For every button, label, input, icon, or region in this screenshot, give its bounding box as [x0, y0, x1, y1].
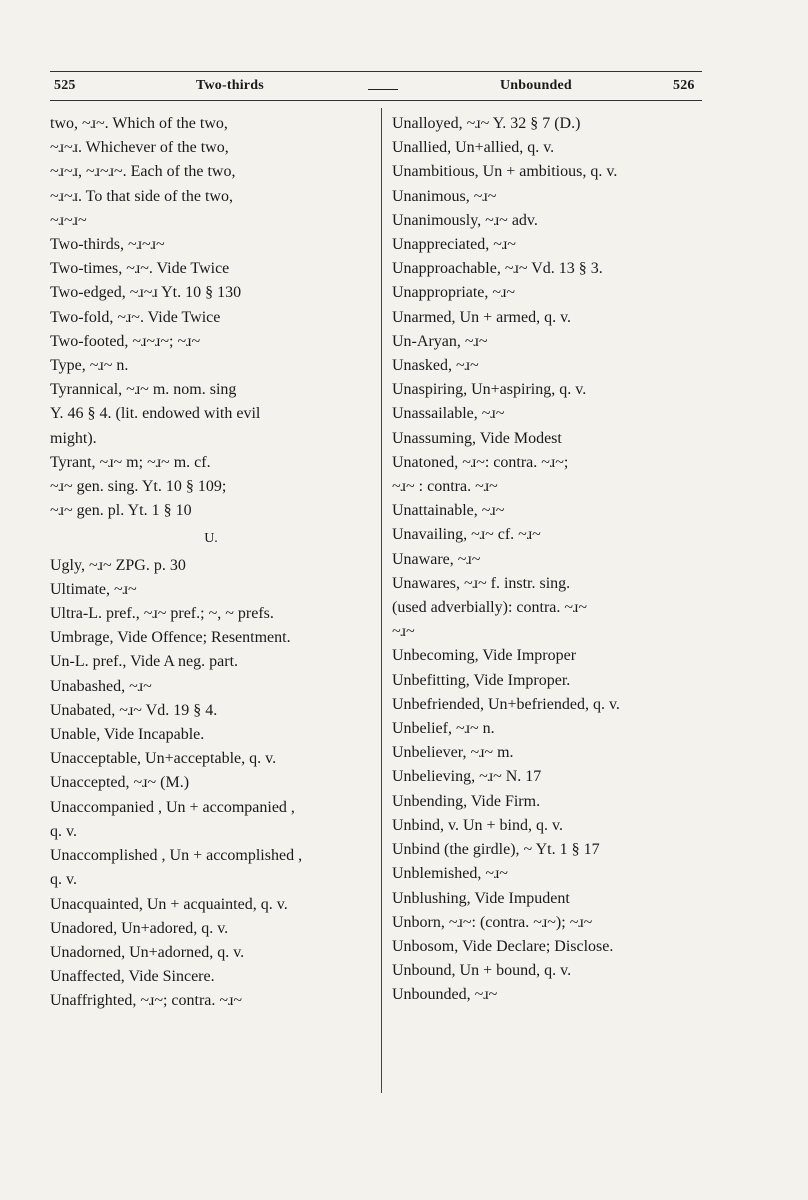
dictionary-line: ~ɹ~ — [392, 623, 415, 641]
dictionary-line: Unanimously, ~ɹ~ adv. — [392, 211, 538, 229]
dictionary-line: Unbind (the girdle), ~ Yt. 1 § 17 — [392, 841, 600, 859]
header-top-rule — [50, 71, 702, 72]
dictionary-line: Unaccepted, ~ɹ~ (M.) — [50, 774, 190, 792]
dictionary-line: Unbound, Un + bound, q. v. — [392, 962, 572, 980]
dictionary-line: Two-fold, ~ɹ~. Vide Twice — [50, 308, 221, 326]
dictionary-line: Unbefriended, Un+befriended, q. v. — [392, 695, 620, 713]
dictionary-line: Unable, Vide Incapable. — [50, 726, 205, 744]
dictionary-line: Unasked, ~ɹ~ — [392, 357, 479, 375]
dictionary-line: Unbelief, ~ɹ~ n. — [392, 720, 495, 738]
dictionary-line: Unabashed, ~ɹ~ — [50, 677, 152, 695]
dictionary-line: Unacceptable, Un+acceptable, q. v. — [50, 750, 277, 768]
dictionary-line: Unappreciated, ~ɹ~ — [392, 236, 516, 254]
dictionary-line: Unassailable, ~ɹ~ — [392, 405, 505, 423]
dictionary-line: Unabated, ~ɹ~ Vd. 19 § 4. — [50, 701, 218, 719]
right-column — [392, 112, 702, 1008]
dictionary-line: Unapproachable, ~ɹ~ Vd. 13 § 3. — [392, 260, 603, 278]
dictionary-line: Unattainable, ~ɹ~ — [392, 502, 505, 520]
dictionary-line: Tyrannical, ~ɹ~ m. nom. sing — [50, 381, 237, 399]
dictionary-line: Unassuming, Vide Modest — [392, 429, 562, 447]
dictionary-line: Unbefitting, Vide Improper. — [392, 671, 571, 689]
dictionary-line: Unbeliever, ~ɹ~ m. — [392, 744, 514, 762]
dictionary-line: Un-Aryan, ~ɹ~ — [392, 332, 488, 350]
dictionary-line: Unbosom, Vide Declare; Disclose. — [392, 937, 614, 955]
dictionary-line: Type, ~ɹ~ n. — [50, 357, 129, 375]
dictionary-line: Two-times, ~ɹ~. Vide Twice — [50, 260, 230, 278]
dictionary-line: ~ɹ~ gen. pl. Yt. 1 § 10 — [50, 502, 192, 520]
dictionary-line: Unbelieving, ~ɹ~ N. 17 — [392, 768, 542, 786]
dictionary-line: Unallied, Un+allied, q. v. — [392, 139, 555, 157]
dictionary-line: Unaspiring, Un+aspiring, q. v. — [392, 381, 587, 399]
dictionary-line: Unappropriate, ~ɹ~ — [392, 284, 516, 302]
dictionary-line: Unaccomplished , Un + accomplished , — [50, 847, 303, 865]
dictionary-line: (used adverbially): contra. ~ɹ~ — [392, 599, 588, 617]
dictionary-line: q. v. — [50, 822, 77, 840]
dictionary-line: Unbind, v. Un + bind, q. v. — [392, 816, 563, 834]
left-running-title: Two-thirds — [196, 78, 264, 93]
dictionary-line: Unacquainted, Un + acquainted, q. v. — [50, 895, 288, 913]
dictionary-line: Unanimous, ~ɹ~ — [392, 187, 497, 205]
dictionary-line: ~ɹ~ɹ. Whichever of the two, — [50, 139, 229, 157]
dictionary-line: Unbecoming, Vide Improper — [392, 647, 577, 665]
dictionary-line: Two-thirds, ~ɹ~ɹ~ — [50, 236, 165, 254]
dictionary-line: Unblemished, ~ɹ~ — [392, 865, 508, 883]
header-bottom-rule — [50, 100, 702, 101]
dictionary-line: Ultimate, ~ɹ~ — [50, 580, 137, 598]
dictionary-line: Unavailing, ~ɹ~ cf. ~ɹ~ — [392, 526, 541, 544]
dictionary-line: Y. 46 § 4. (lit. endowed with evil — [50, 405, 261, 423]
header-dash — [368, 89, 398, 90]
dictionary-line: Unblushing, Vide Impudent — [392, 889, 570, 907]
dictionary-line: Tyrant, ~ɹ~ m; ~ɹ~ m. cf. — [50, 453, 211, 471]
dictionary-line: Ultra-L. pref., ~ɹ~ pref.; ~, ~ prefs. — [50, 605, 274, 623]
dictionary-line: Unadorned, Un+adorned, q. v. — [50, 943, 245, 961]
dictionary-line: ~ɹ~ɹ, ~ɹ~ɹ~. Each of the two, — [50, 163, 236, 181]
dictionary-line: Two-footed, ~ɹ~ɹ~; ~ɹ~ — [50, 332, 201, 350]
dictionary-line: Unawares, ~ɹ~ f. instr. sing. — [392, 574, 571, 592]
dictionary-line: ~ɹ~ɹ. To that side of the two, — [50, 187, 233, 205]
dictionary-line: Unborn, ~ɹ~: (contra. ~ɹ~); ~ɹ~ — [392, 913, 593, 931]
dictionary-line: Unaccompanied , Un + accompanied , — [50, 798, 295, 816]
left-column — [50, 112, 372, 1014]
right-page-number: 526 — [673, 78, 695, 93]
dictionary-line: ~ɹ~ɹ~ — [50, 211, 87, 229]
column-divider — [381, 108, 382, 1093]
dictionary-line: ~ɹ~ : contra. ~ɹ~ — [392, 478, 498, 496]
dictionary-line: Un-L. pref., Vide A neg. part. — [50, 653, 239, 671]
dictionary-line: Two-edged, ~ɹ~ɹ Yt. 10 § 130 — [50, 284, 242, 302]
dictionary-line: Ugly, ~ɹ~ ZPG. p. 30 — [50, 556, 186, 574]
dictionary-line: Unbending, Vide Firm. — [392, 792, 541, 810]
dictionary-line: Umbrage, Vide Offence; Resentment. — [50, 629, 291, 647]
dictionary-line: might). — [50, 429, 97, 447]
dictionary-line: U. — [204, 531, 218, 547]
dictionary-line: Unbounded, ~ɹ~ — [392, 986, 498, 1004]
right-running-title: Unbounded — [500, 78, 572, 93]
dictionary-line: Unambitious, Un + ambitious, q. v. — [392, 163, 618, 181]
dictionary-line: Unarmed, Un + armed, q. v. — [392, 308, 572, 326]
dictionary-line: Unatoned, ~ɹ~: contra. ~ɹ~; — [392, 453, 569, 471]
dictionary-line: q. v. — [50, 871, 77, 889]
dictionary-line: ~ɹ~ gen. sing. Yt. 10 § 109; — [50, 478, 227, 496]
dictionary-line: two, ~ɹ~. Which of the two, — [50, 115, 228, 132]
left-page-number: 525 — [54, 78, 76, 93]
dictionary-line: Unaffected, Vide Sincere. — [50, 968, 215, 986]
dictionary-line: Unaffrighted, ~ɹ~; contra. ~ɹ~ — [50, 992, 243, 1010]
dictionary-line: Unadored, Un+adored, q. v. — [50, 919, 229, 937]
dictionary-line: Unalloyed, ~ɹ~ Y. 32 § 7 (D.) — [392, 115, 581, 132]
dictionary-line: Unaware, ~ɹ~ — [392, 550, 481, 568]
